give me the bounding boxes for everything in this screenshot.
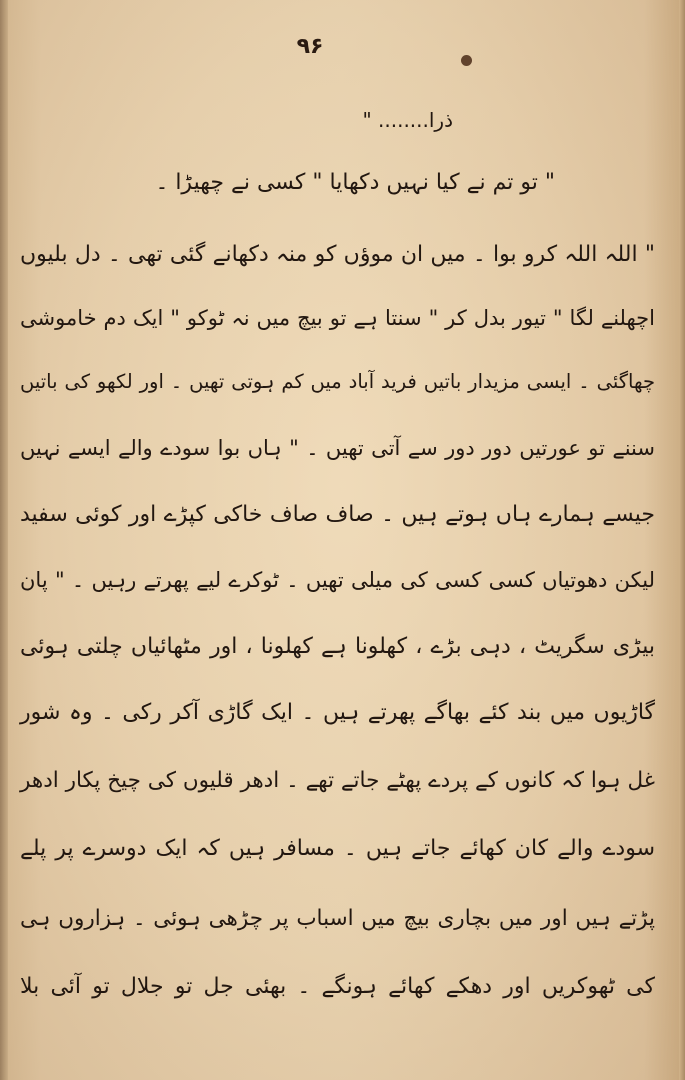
- text-line: اچھلنے لگا " تیور بدل کر " سنتا ہے تو بیچ میں نہ ٹوکو " ایک دم خاموشی: [20, 306, 655, 330]
- text-line: پڑتے ہیں اور میں بچاری بیچ میں اسباب پر چڑھی ہوئی ۔ ہزاروں ہی: [20, 906, 655, 931]
- text-line: جیسے ہمارے ہاں ہوتے ہیں ۔ صاف صاف خاکی کپڑے اور کوئی سفید: [20, 502, 655, 527]
- text-line: بیڑی سگریٹ ، دہی بڑے ، کھلونا ہے کھلونا ، اور مٹھائیاں چلتی ہوئی: [20, 634, 655, 659]
- ink-spot: [461, 55, 472, 66]
- text-line: " اللہ اللہ کرو بوا ۔ میں ان موؤں کو منہ دکھانے گئی تھی ۔ دل بلیوں: [20, 242, 655, 267]
- text-line: سودے والے کان کھائے جاتے ہیں ۔ مسافر ہیں کہ ایک دوسرے پر پلے: [20, 836, 655, 861]
- page-left-edge: [0, 0, 8, 1080]
- text-line: کی ٹھوکریں اور دھکے کھائے ہونگے ۔ بھئی جل تو جلال تو آئی بلا: [20, 974, 655, 999]
- text-line: چھاگئی ۔ ایسی مزیدار باتیں فرید آباد میں کم ہوتی تھیں ۔ اور لکھو کی باتیں: [20, 370, 655, 393]
- page-number: ۹۶: [296, 34, 324, 59]
- text-line: غل ہوا کہ کانوں کے پردے پھٹے جاتے تھے ۔ ادھر قلیوں کی چیخ پکار ادھر: [20, 768, 655, 793]
- page-right-edge: [679, 0, 685, 1080]
- text-line: ذرا........ ": [362, 108, 453, 132]
- text-line: " تو تم نے کیا نہیں دکھایا " کسی نے چھیڑا ۔: [155, 170, 555, 195]
- text-line: گاڑیوں میں بند کئے بھاگے پھرتے ہیں ۔ ایک گاڑی آکر رکی ۔ وہ شور: [20, 700, 655, 725]
- text-line: لیکن دھوتیاں کسی کسی کی میلی تھیں ۔ ٹوکرے لیے پھرتے رہیں ۔ " پان: [20, 568, 655, 592]
- text-line: سننے تو عورتیں دور دور سے آتی تھیں ۔ " ہاں بوا سودے والے ایسے نہیں: [20, 436, 655, 460]
